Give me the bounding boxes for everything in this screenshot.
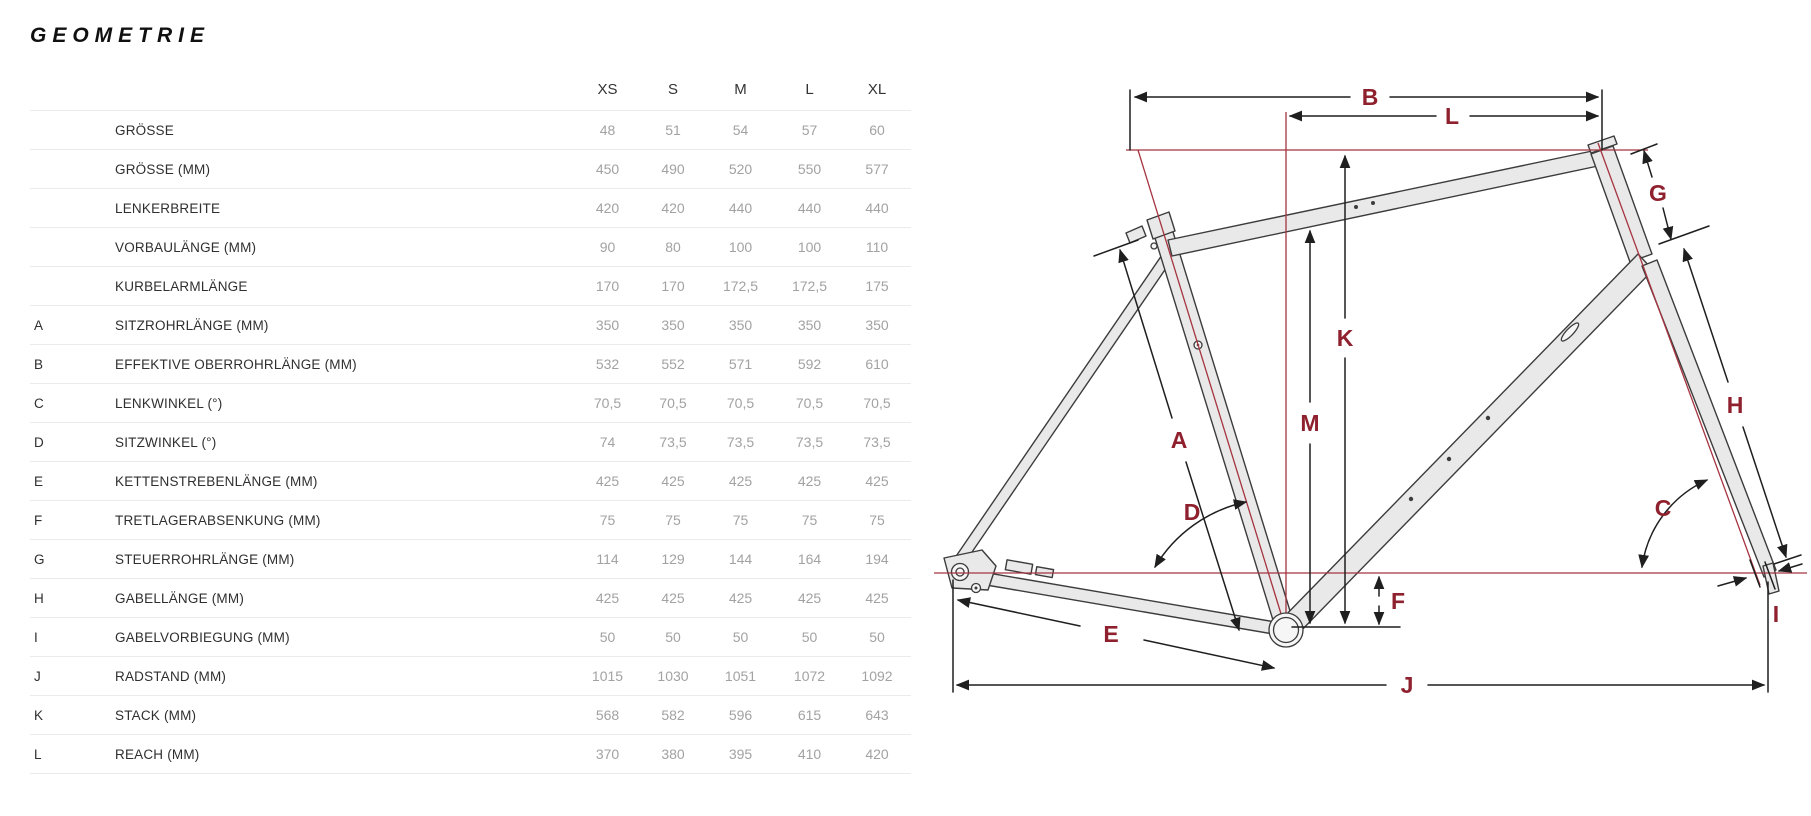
row-value: 420 <box>595 200 620 216</box>
dim-I <box>1718 578 1746 586</box>
row-value: 73,5 <box>863 434 891 450</box>
row-value: 582 <box>661 707 685 723</box>
row-value: 420 <box>865 746 889 762</box>
table-row <box>30 656 911 695</box>
row-value: 350 <box>865 317 889 333</box>
row-value: 48 <box>599 122 616 138</box>
g-bottom-tick <box>1659 226 1709 244</box>
row-value: 114 <box>596 551 619 567</box>
dim-label-L: L <box>1444 103 1460 129</box>
row-value: 532 <box>595 356 620 372</box>
down-tube <box>1279 254 1653 638</box>
row-value: 425 <box>865 473 889 489</box>
dim-label-M: M <box>1300 410 1320 436</box>
table-row <box>30 149 911 188</box>
row-value: 425 <box>797 590 822 606</box>
seat-stay <box>948 252 1173 574</box>
row-value: 170 <box>595 278 620 294</box>
row-label: LENKERBREITE <box>115 200 221 216</box>
dim-label-B: B <box>1361 84 1379 110</box>
bike-frame-drawing <box>944 136 1779 638</box>
row-letter: A <box>34 317 44 333</box>
hanger-bolt <box>975 587 978 590</box>
row-label: EFFEKTIVE OBERROHRLÄNGE (MM) <box>115 356 357 372</box>
row-label: GABELVORBIEGUNG (MM) <box>115 629 290 645</box>
dim-label-D: D <box>1183 499 1201 525</box>
row-label: LENKWINKEL (°) <box>115 395 223 411</box>
row-value: 54 <box>732 122 749 138</box>
row-value: 395 <box>728 746 753 762</box>
dim-label-J: J <box>1400 672 1414 698</box>
dim-I <box>1779 564 1802 571</box>
chainstay <box>951 567 1287 636</box>
row-value: 425 <box>728 473 753 489</box>
row-value: 1051 <box>724 668 757 684</box>
table-row <box>30 110 911 149</box>
dim-label-C: C <box>1654 495 1672 521</box>
row-value: 74 <box>599 434 616 450</box>
cable-port <box>1354 205 1358 209</box>
clamp-bolt <box>1151 243 1157 249</box>
table-row <box>30 422 911 461</box>
fork-blade <box>1642 260 1776 577</box>
row-value: 144 <box>728 551 753 567</box>
row-value: 60 <box>869 122 885 138</box>
row-value: 75 <box>665 512 681 528</box>
h-bottom-tick <box>1774 555 1801 564</box>
row-value: 172,5 <box>722 278 759 294</box>
top-tube <box>1168 150 1598 256</box>
row-value: 70,5 <box>726 395 755 411</box>
row-letter: G <box>34 551 45 567</box>
row-label: GRÖSSE (MM) <box>115 161 211 177</box>
brake-mount <box>1005 560 1032 574</box>
row-value: 175 <box>865 278 889 294</box>
row-value: 50 <box>599 629 616 645</box>
row-value: 75 <box>801 512 818 528</box>
row-value: 50 <box>801 629 818 645</box>
row-value: 410 <box>797 746 822 762</box>
row-value: 350 <box>661 317 685 333</box>
row-letter: C <box>34 395 44 411</box>
row-value: 80 <box>665 239 681 255</box>
row-value: 571 <box>728 356 753 372</box>
row-letter: F <box>34 512 43 528</box>
page-title: GEOMETRIE <box>30 24 211 47</box>
brake-mount <box>1035 567 1053 578</box>
row-value: 643 <box>865 707 889 723</box>
row-value: 1030 <box>657 668 689 684</box>
size-columns-row <box>30 68 911 110</box>
dim-D-arc <box>1155 502 1246 567</box>
bottom-bracket <box>1269 613 1303 647</box>
table-row <box>30 383 911 422</box>
cable-port <box>1371 201 1375 205</box>
dim-label-A: A <box>1170 427 1188 453</box>
row-value: 51 <box>665 122 681 138</box>
table-row <box>30 188 911 227</box>
row-label: GRÖSSE <box>115 122 174 138</box>
dim-G <box>1663 208 1671 239</box>
row-value: 75 <box>599 512 616 528</box>
row-value: 420 <box>661 200 685 216</box>
dim-G <box>1644 151 1652 177</box>
table-row <box>30 461 911 500</box>
row-value: 70,5 <box>593 395 622 411</box>
row-value: 1072 <box>793 668 826 684</box>
row-label: SITZROHRLÄNGE (MM) <box>115 317 269 333</box>
a-top-tick <box>1094 240 1138 256</box>
dim-E <box>958 600 1080 626</box>
row-value: 100 <box>728 239 753 255</box>
row-value: 425 <box>595 590 620 606</box>
dim-C-arc <box>1642 480 1707 567</box>
row-label: REACH (MM) <box>115 746 200 762</box>
down-tube-rivet <box>1409 497 1413 501</box>
row-value: 380 <box>661 746 685 762</box>
row-value: 73,5 <box>659 434 687 450</box>
row-value: 520 <box>728 161 753 177</box>
row-value: 490 <box>661 161 685 177</box>
row-label: TRETLAGERABSENKUNG (MM) <box>115 512 321 528</box>
dim-A <box>1120 250 1172 418</box>
row-value: 577 <box>865 161 889 177</box>
row-value: 440 <box>865 200 889 216</box>
row-letter: J <box>34 668 41 684</box>
row-value: 592 <box>797 356 822 372</box>
row-letter: D <box>34 434 44 450</box>
row-value: 425 <box>595 473 620 489</box>
dim-label-F: F <box>1390 588 1406 614</box>
row-value: 70,5 <box>659 395 687 411</box>
row-value: 172,5 <box>791 278 828 294</box>
row-value: 610 <box>865 356 889 372</box>
size-column-header: M <box>734 80 747 98</box>
head-tube <box>1591 146 1652 262</box>
row-value: 1092 <box>861 668 893 684</box>
geometry-table-body <box>30 110 911 774</box>
row-label: SITZWINKEL (°) <box>115 434 217 450</box>
row-value: 350 <box>797 317 822 333</box>
table-row <box>30 305 911 344</box>
table-row <box>30 266 911 305</box>
row-value: 425 <box>797 473 822 489</box>
size-column-header: XS <box>597 80 618 98</box>
size-column-header: L <box>805 80 814 98</box>
row-value: 425 <box>661 590 685 606</box>
row-value: 100 <box>797 239 822 255</box>
row-value: 440 <box>797 200 822 216</box>
row-value: 110 <box>865 239 889 255</box>
geometry-table <box>30 68 911 774</box>
down-tube-rivet <box>1486 416 1490 420</box>
row-value: 425 <box>661 473 685 489</box>
row-value: 550 <box>797 161 822 177</box>
dim-label-G: G <box>1649 180 1667 206</box>
row-letter: L <box>34 746 42 762</box>
dim-label-E: E <box>1103 621 1119 647</box>
row-value: 425 <box>865 590 889 606</box>
dim-label-K: K <box>1336 325 1354 351</box>
row-label: RADSTAND (MM) <box>115 668 227 684</box>
row-letter: I <box>34 629 38 645</box>
row-value: 350 <box>595 317 620 333</box>
row-letter: E <box>34 473 44 489</box>
row-value: 370 <box>595 746 620 762</box>
size-column-header: S <box>667 80 678 98</box>
row-value: 70,5 <box>863 395 891 411</box>
row-value: 50 <box>869 629 885 645</box>
down-tube-rivet <box>1447 457 1451 461</box>
row-value: 170 <box>661 278 685 294</box>
bb-bore <box>1274 618 1299 643</box>
table-row <box>30 344 911 383</box>
table-row <box>30 500 911 539</box>
row-value: 425 <box>728 590 753 606</box>
row-value: 75 <box>732 512 749 528</box>
frame-diagram <box>930 50 1811 698</box>
row-value: 90 <box>599 239 616 255</box>
table-row <box>30 695 911 734</box>
dim-A <box>1183 462 1239 630</box>
row-value: 57 <box>801 122 818 138</box>
row-letter: K <box>34 707 44 723</box>
row-value: 73,5 <box>726 434 755 450</box>
dim-label-H: H <box>1726 392 1744 418</box>
row-value: 568 <box>595 707 620 723</box>
row-label: KURBELARMLÄNGE <box>115 278 248 294</box>
row-value: 450 <box>595 161 620 177</box>
row-value: 615 <box>797 707 822 723</box>
row-value: 350 <box>728 317 753 333</box>
row-value: 75 <box>869 512 885 528</box>
dim-label-I: I <box>1772 601 1780 627</box>
row-letter: H <box>34 590 44 606</box>
size-column-header: XL <box>867 80 887 98</box>
row-label: KETTENSTREBENLÄNGE (MM) <box>115 473 318 489</box>
steering-axis-line <box>1598 143 1760 585</box>
row-value: 73,5 <box>795 434 824 450</box>
row-value: 194 <box>865 551 889 567</box>
row-label: GABELLÄNGE (MM) <box>115 590 245 606</box>
rear-axle-center <box>956 568 964 576</box>
table-row <box>30 578 911 617</box>
row-value: 129 <box>661 551 685 567</box>
row-label: STACK (MM) <box>115 707 197 723</box>
row-value: 164 <box>797 551 822 567</box>
row-value: 70,5 <box>795 395 824 411</box>
row-label: STEUERROHRLÄNGE (MM) <box>115 551 295 567</box>
row-value: 440 <box>728 200 753 216</box>
row-label: VORBAULÄNGE (MM) <box>115 239 257 255</box>
row-value: 596 <box>728 707 753 723</box>
row-value: 50 <box>665 629 681 645</box>
dim-E <box>1144 640 1274 668</box>
table-row <box>30 539 911 578</box>
table-row <box>30 734 911 773</box>
table-row <box>30 617 911 656</box>
row-value: 50 <box>732 629 749 645</box>
row-value: 552 <box>661 356 685 372</box>
table-row <box>30 227 911 266</box>
row-letter: B <box>34 356 44 372</box>
row-value: 1015 <box>591 668 624 684</box>
